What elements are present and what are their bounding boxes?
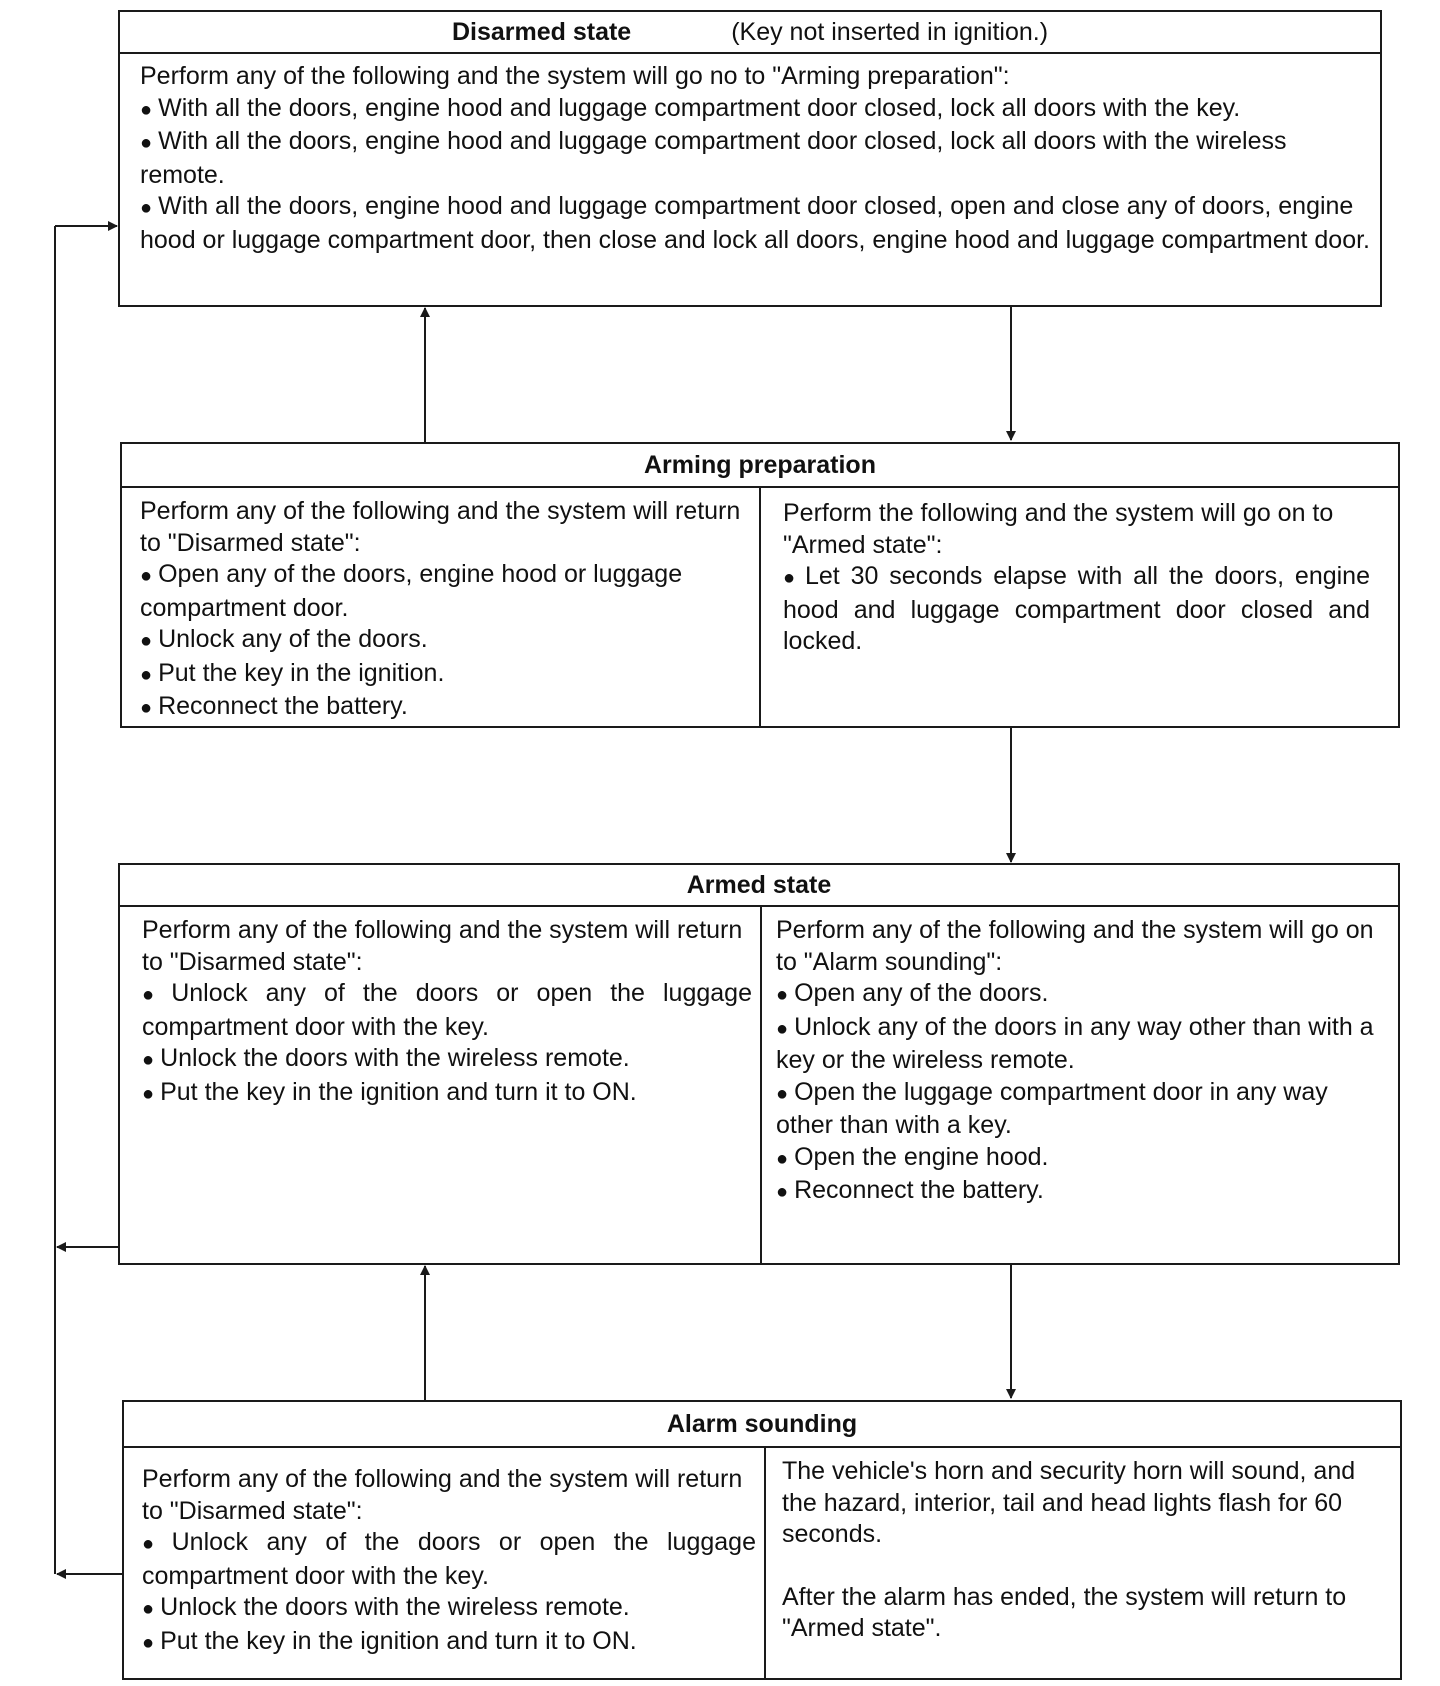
armed-right-item: ● Unlock any of the doors in any way other than with a key or the wireless remote. xyxy=(776,1012,1382,1077)
arming-preparation-box xyxy=(120,442,1400,728)
disarmed-state-header xyxy=(120,12,1380,54)
armed-right-item: ● Open any of the doors. xyxy=(776,978,1382,1012)
armed-left-item: ● Unlock the doors with the wireless remote. xyxy=(142,1043,752,1077)
alarm-right-paragraph-2: After the alarm has ended, the system will return to "Armed state". xyxy=(782,1582,1347,1642)
disarmed-state-note: (Key not inserted in ignition.) xyxy=(731,18,1049,46)
arming-left-item: ● Open any of the doors, engine hood or luggage compartment door. xyxy=(140,559,751,624)
arming-left-item: ● Put the key in the ignition. xyxy=(140,658,751,692)
armed-left-intro: Perform any of the following and the system will return to "Disarmed state": xyxy=(142,916,743,976)
disarmed-state-body xyxy=(120,54,1380,305)
alarm-left-column xyxy=(124,1448,764,1678)
arming-left-item: ● Reconnect the battery. xyxy=(140,691,751,725)
arming-right-column xyxy=(759,488,1398,726)
arming-left-intro: Perform any of the following and the system will return to "Disarmed state": xyxy=(140,497,741,557)
arming-left-column xyxy=(122,488,759,726)
armed-right-column xyxy=(760,907,1398,1263)
alarm-sounding-body xyxy=(124,1448,1400,1678)
arming-preparation-body xyxy=(122,488,1398,726)
armed-state-box xyxy=(118,863,1400,1265)
armed-right-item: ● Reconnect the battery. xyxy=(776,1175,1382,1209)
armed-right-item: ● Open the engine hood. xyxy=(776,1142,1382,1176)
arming-left-item: ● Unlock any of the doors. xyxy=(140,624,751,658)
armed-left-item: ● Unlock any of the doors or open the luggage compartment door with the key. xyxy=(142,978,752,1043)
armed-right-item: ● Open the luggage compartment door in any way other than with a key. xyxy=(776,1077,1382,1142)
disarmed-item: ● With all the doors, engine hood and luggage compartment door closed, lock all doors with the key. xyxy=(140,93,1370,127)
arming-preparation-header xyxy=(122,444,1398,488)
disarmed-state-box xyxy=(118,10,1382,307)
alarm-sounding-header xyxy=(124,1402,1400,1448)
alarm-left-item: ● Put the key in the ignition and turn it to ON. xyxy=(142,1626,756,1660)
alarm-sounding-box xyxy=(122,1400,1402,1680)
armed-left-column xyxy=(120,907,760,1263)
alarm-left-item: ● Unlock the doors with the wireless remote. xyxy=(142,1592,756,1626)
alarm-left-intro: Perform any of the following and the system will return to "Disarmed state": xyxy=(142,1465,743,1525)
alarm-right-paragraph-1: The vehicle's horn and security horn will sound, and the hazard, interior, tail and head lights flash for 60 seconds. xyxy=(782,1457,1356,1548)
armed-state-header xyxy=(120,865,1398,907)
arming-right-intro: Perform the following and the system will go on to "Armed state": xyxy=(783,499,1334,559)
disarmed-state-content xyxy=(120,54,1380,305)
armed-state-title: Armed state xyxy=(686,871,832,899)
disarmed-intro: Perform any of the following and the system will go no to "Arming preparation": xyxy=(140,62,1010,90)
disarmed-item: ● With all the doors, engine hood and luggage compartment door closed, open and close any of doors, engine hood or luggage compartment door, then close and lock all doors, engine hood and luggage compartment door. xyxy=(140,191,1370,256)
disarmed-item: ● With all the doors, engine hood and luggage compartment door closed, lock all doors with the wireless remote. xyxy=(140,126,1370,191)
alarm-right-column xyxy=(764,1448,1400,1678)
arming-right-item: ● Let 30 seconds elapse with all the doors, engine hood and luggage compartment door closed and locked. xyxy=(783,561,1370,658)
alarm-left-item: ● Unlock any of the doors or open the luggage compartment door with the key. xyxy=(142,1527,756,1592)
armed-left-item: ● Put the key in the ignition and turn it to ON. xyxy=(142,1077,752,1111)
alarm-sounding-title: Alarm sounding xyxy=(666,1410,858,1438)
armed-right-intro: Perform any of the following and the system will go on to "Alarm sounding": xyxy=(776,916,1374,976)
armed-state-body xyxy=(120,907,1398,1263)
disarmed-state-title: Disarmed state xyxy=(451,18,632,46)
arming-preparation-title: Arming preparation xyxy=(644,451,876,479)
